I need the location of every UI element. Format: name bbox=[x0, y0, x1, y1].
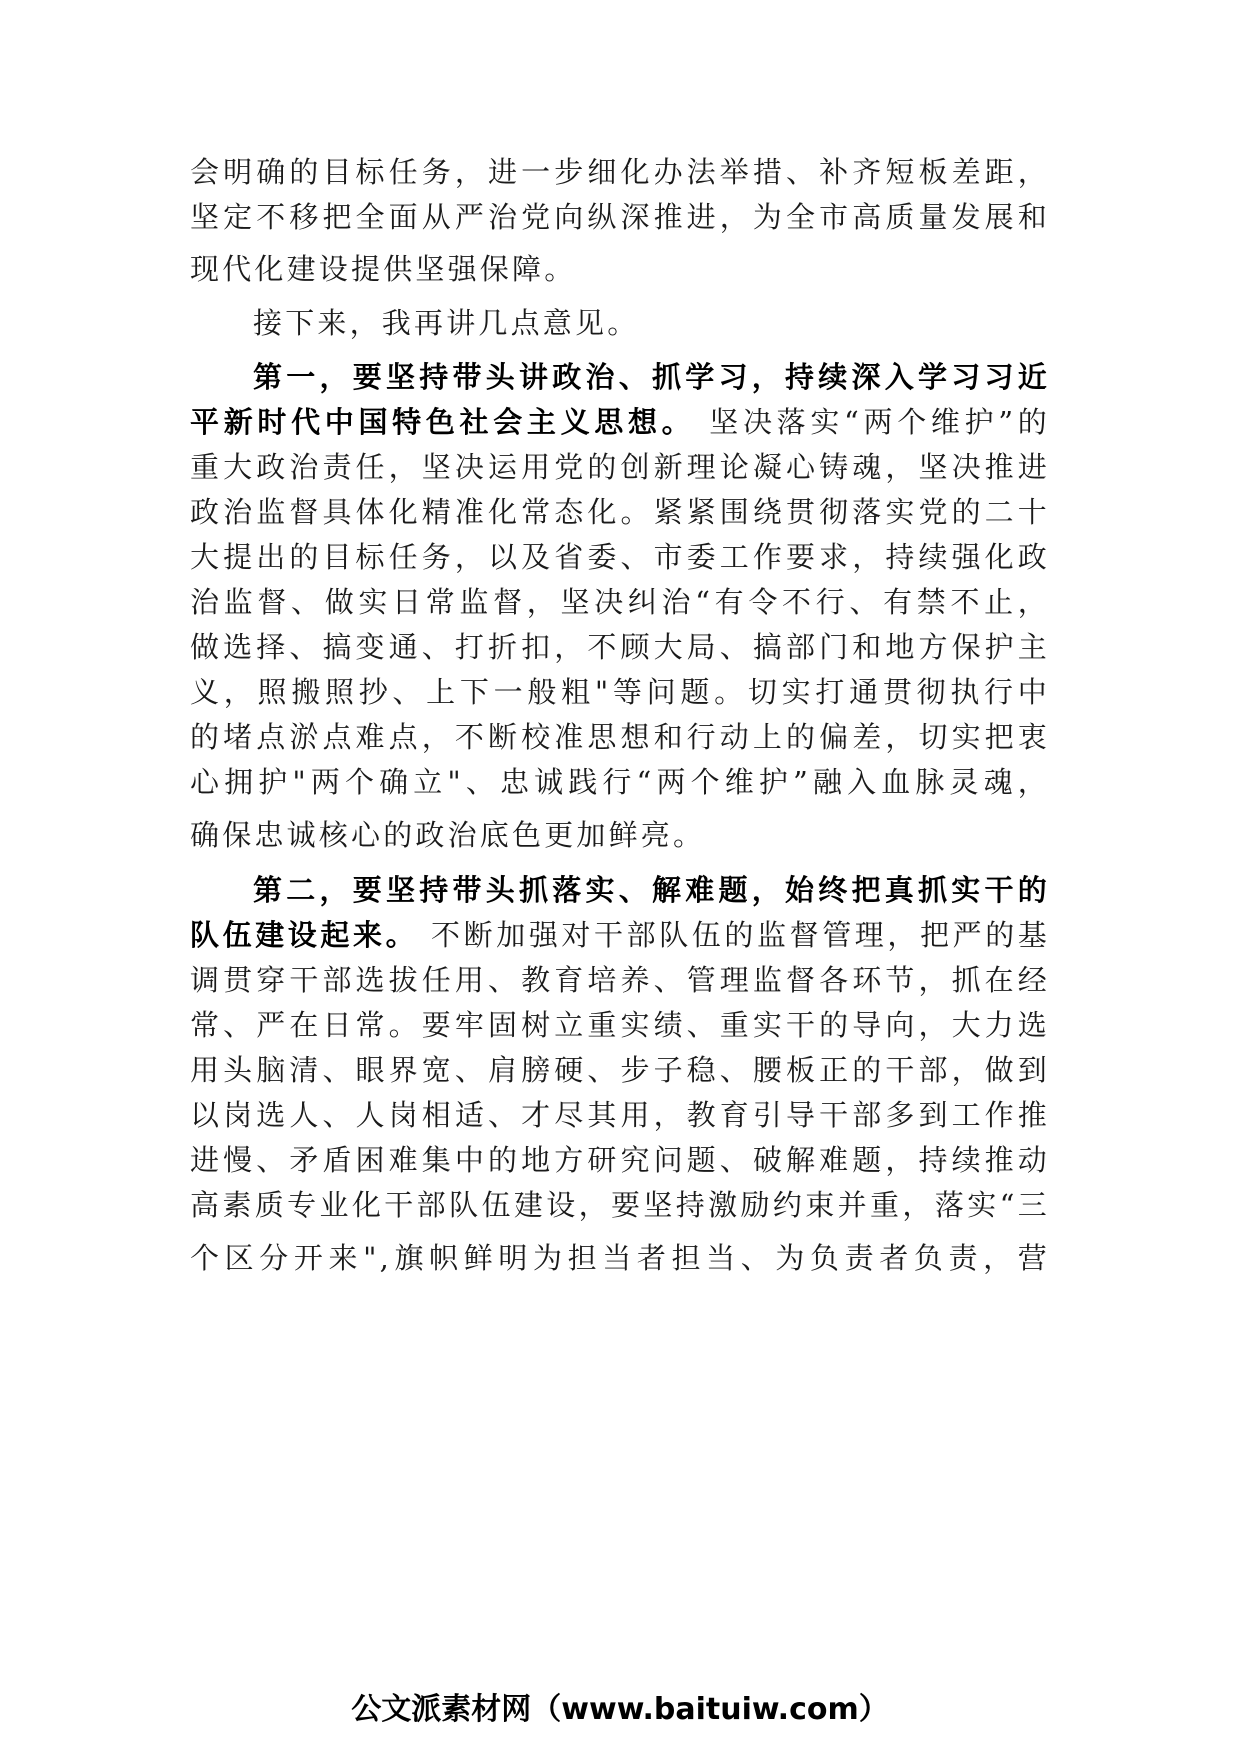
point2-heading-line-2: 队伍建设起来。 bbox=[190, 918, 419, 952]
footer-source-text: 公文派素材网（www.baituiw.com） bbox=[351, 1692, 889, 1727]
point1-line-9: 的堵点淤点难点，不断校准思想和行动上的偏差，切实把衷 bbox=[190, 720, 1050, 754]
point1-heading-line-1: 第一，要坚持带头讲政治、抓学习，持续深入学习习近 bbox=[253, 360, 1050, 394]
point2-heading-line-1: 第二，要坚持带头抓落实、解难题，始终把真抓实干的 bbox=[253, 873, 1050, 907]
point1-line-7: 做选择、搞变通、打折扣，不顾大局、搞部门和地方保护主 bbox=[190, 630, 1050, 664]
point1-heading-line-2: 平新时代中国特色社会主义思想。 bbox=[190, 405, 696, 439]
point2-line-2-tail: 不断加强对干部队伍的监督管理，把严的基 bbox=[418, 918, 1050, 952]
point2-line-9: 个区分开来",旗帜鲜明为担当者担当、为负责者负责，营 bbox=[190, 1241, 1050, 1275]
point1-line-2-tail: 坚决落实“两个维护”的 bbox=[695, 405, 1050, 439]
point1-line-11: 确保忠诚核心的政治底色更加鲜亮。 bbox=[190, 818, 706, 852]
point1-line-8: 义，照搬照抄、上下一般粗"等问题。切实打通贯彻执行中 bbox=[190, 675, 1050, 709]
point2-line-6: 以岗选人、人岗相适、才尽其用，教育引导干部多到工作推 bbox=[190, 1098, 1050, 1132]
intro-line-1: 会明确的目标任务，进一步细化办法举措、补齐短板差距， bbox=[190, 155, 1050, 189]
point2-line-7: 进慢、矛盾困难集中的地方研究问题、破解难题，持续推动 bbox=[190, 1143, 1050, 1177]
point1-line-2 bbox=[190, 402, 1050, 442]
point2-line-8: 高素质专业化干部队伍建设，要坚持激励约束并重，落实“三 bbox=[190, 1188, 1050, 1222]
intro-line-3: 现代化建设提供坚强保障。 bbox=[190, 252, 577, 286]
point2-line-2 bbox=[190, 915, 1050, 955]
point1-line-4: 政治监督具体化精准化常态化。紧紧围绕贯彻落实党的二十 bbox=[190, 495, 1050, 529]
point1-line-5: 大提出的目标任务，以及省委、市委工作要求，持续强化政 bbox=[190, 540, 1050, 574]
point2-line-5: 用头脑清、眼界宽、肩膀硬、步子稳、腰板正的干部，做到 bbox=[190, 1053, 1050, 1087]
point1-line-6: 治监督、做实日常监督，坚决纠治“有令不行、有禁不止， bbox=[190, 585, 1050, 619]
intro-line-2: 坚定不移把全面从严治党向纵深推进，为全市高质量发展和 bbox=[190, 200, 1050, 234]
point2-line-3: 调贯穿干部选拔任用、教育培养、管理监督各环节，抓在经 bbox=[190, 963, 1050, 997]
point1-line-3: 重大政治责任，坚决运用党的创新理论凝心铸魂，坚决推进 bbox=[190, 450, 1050, 484]
transition-line: 接下来，我再讲几点意见。 bbox=[253, 306, 640, 340]
point2-line-4: 常、严在日常。要牢固树立重实绩、重实干的导向，大力选 bbox=[190, 1008, 1050, 1042]
point1-line-10: 心拥护"两个确立"、忠诚践行“两个维护”融入血脉灵魂， bbox=[190, 765, 1050, 799]
